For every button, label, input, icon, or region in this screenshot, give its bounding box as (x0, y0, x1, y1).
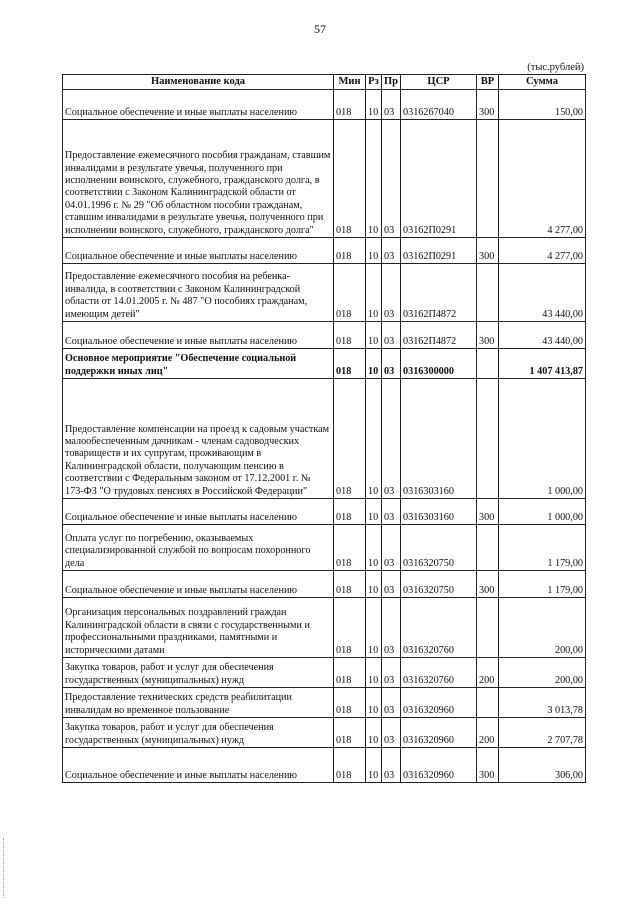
table-row (63, 238, 586, 264)
cell-sum: 200,00 (499, 658, 586, 688)
cell-rz: 10 (366, 264, 382, 322)
cell-min: 018 (334, 90, 366, 120)
cell-vr (477, 120, 499, 238)
cell-pr: 03 (382, 349, 401, 379)
cell-name: Основное мероприятие "Обеспечение социальной поддержки иных лиц" (63, 349, 334, 379)
cell-name: Социальное обеспечение и иные выплаты населению (63, 90, 334, 120)
cell-sum: 150,00 (499, 90, 586, 120)
cell-vr: 300 (477, 90, 499, 120)
table-row (63, 688, 586, 718)
cell-vr: 300 (477, 748, 499, 783)
cell-rz: 10 (366, 499, 382, 525)
table-row (63, 748, 586, 783)
table-row (63, 499, 586, 525)
cell-sum: 1 179,00 (499, 571, 586, 598)
page-number: 57 (314, 22, 326, 36)
cell-pr: 03 (382, 525, 401, 571)
table-row (63, 379, 586, 499)
cell-rz: 10 (366, 571, 382, 598)
cell-name: Социальное обеспечение и иные выплаты населению (63, 571, 334, 598)
header-vr: ВР (477, 75, 499, 90)
cell-sum: 4 277,00 (499, 238, 586, 264)
cell-rz: 10 (366, 349, 382, 379)
cell-csr: 0316303160 (401, 499, 477, 525)
cell-name: Социальное обеспечение и иные выплаты населению (63, 322, 334, 349)
cell-csr: 0316320960 (401, 688, 477, 718)
cell-rz: 10 (366, 748, 382, 783)
cell-vr: 300 (477, 571, 499, 598)
cell-name: Закупка товаров, работ и услуг для обеспечения государственных (муниципальных) нужд (63, 658, 334, 688)
cell-pr: 03 (382, 688, 401, 718)
cell-min: 018 (334, 525, 366, 571)
cell-csr: 0316320750 (401, 571, 477, 598)
table-body (63, 90, 586, 783)
cell-min: 018 (334, 238, 366, 264)
cell-name: Предоставление ежемесячного пособия гражданам, ставшим инвалидами в результате увечья, полученного при исполнении воинского, служебного, гражданского долга, в соответствии с Законом Калининградской области от 04.01.1996 г. № 29 "Об областном пособии гражданам, ставшим инвалидами в результате увечья, полученного при исполнении воинского, служебного, гражданского долга" (63, 120, 334, 238)
table-row (63, 264, 586, 322)
header-rz: Рз (366, 75, 382, 90)
cell-rz: 10 (366, 238, 382, 264)
cell-name: Социальное обеспечение и иные выплаты населению (63, 499, 334, 525)
cell-pr: 03 (382, 90, 401, 120)
header-name: Наименование кода (63, 75, 334, 90)
cell-rz: 10 (366, 525, 382, 571)
cell-rz: 10 (366, 120, 382, 238)
cell-sum: 43 440,00 (499, 264, 586, 322)
cell-csr: 0316303160 (401, 379, 477, 499)
cell-min: 018 (334, 748, 366, 783)
cell-min: 018 (334, 598, 366, 658)
cell-csr: 03162П4872 (401, 264, 477, 322)
margin-marks (3, 838, 10, 898)
cell-vr (477, 525, 499, 571)
cell-vr (477, 598, 499, 658)
cell-pr: 03 (382, 658, 401, 688)
table-row (63, 349, 586, 379)
cell-min: 018 (334, 120, 366, 238)
cell-sum: 4 277,00 (499, 120, 586, 238)
cell-min: 018 (334, 718, 366, 748)
cell-csr: 0316320760 (401, 658, 477, 688)
cell-rz: 10 (366, 688, 382, 718)
cell-pr: 03 (382, 120, 401, 238)
table-row (63, 120, 586, 238)
cell-name: Закупка товаров, работ и услуг для обеспечения государственных (муниципальных) нужд (63, 718, 334, 748)
cell-name: Предоставление технических средств реабилитации инвалидам во временное пользование (63, 688, 334, 718)
cell-csr: 03162П0291 (401, 238, 477, 264)
cell-sum: 2 707,78 (499, 718, 586, 748)
cell-pr: 03 (382, 264, 401, 322)
cell-csr: 0316320760 (401, 598, 477, 658)
budget-table (62, 74, 586, 783)
cell-min: 018 (334, 658, 366, 688)
header-csr: ЦСР (401, 75, 477, 90)
cell-csr: 0316267040 (401, 90, 477, 120)
header-sum: Сумма (499, 75, 586, 90)
table-row (63, 525, 586, 571)
cell-sum: 1 179,00 (499, 525, 586, 571)
cell-csr: 0316300000 (401, 349, 477, 379)
cell-sum: 306,00 (499, 748, 586, 783)
cell-name: Оплата услуг по погребению, оказываемых специализированной службой по вопросам похоронного дела (63, 525, 334, 571)
cell-rz: 10 (366, 90, 382, 120)
cell-sum: 1 000,00 (499, 499, 586, 525)
cell-sum: 200,00 (499, 598, 586, 658)
table-row (63, 718, 586, 748)
cell-pr: 03 (382, 379, 401, 499)
cell-name: Предоставление компенсации на проезд к садовым участкам малообеспеченным дачникам - членам садоводческих товариществ и их супругам, проживающим в Калининградской области, получающим пенсию в соответствии с Федеральным законом от 17.12.2001 г. № 173-ФЗ "О трудовых пенсиях в Российской Федерации" (63, 379, 334, 499)
cell-csr: 0316320960 (401, 718, 477, 748)
cell-pr: 03 (382, 598, 401, 658)
cell-pr: 03 (382, 748, 401, 783)
cell-csr: 0316320750 (401, 525, 477, 571)
cell-vr: 300 (477, 322, 499, 349)
cell-min: 018 (334, 688, 366, 718)
cell-csr: 0316320960 (401, 748, 477, 783)
cell-name: Организация персональных поздравлений граждан Калининградской области в связи с государственными и профессиональными праздниками, памятными и историческими датами (63, 598, 334, 658)
header-pr: Пр (382, 75, 401, 90)
cell-sum: 3 013,78 (499, 688, 586, 718)
cell-name: Социальное обеспечение и иные выплаты населению (63, 238, 334, 264)
cell-pr: 03 (382, 571, 401, 598)
cell-vr (477, 264, 499, 322)
cell-vr (477, 379, 499, 499)
cell-rz: 10 (366, 658, 382, 688)
cell-csr: 03162П4872 (401, 322, 477, 349)
table-row (63, 322, 586, 349)
table-row (63, 90, 586, 120)
table-row (63, 658, 586, 688)
cell-min: 018 (334, 379, 366, 499)
cell-vr (477, 688, 499, 718)
cell-rz: 10 (366, 322, 382, 349)
cell-name: Предоставление ежемесячного пособия на ребенка-инвалида, в соответствии с Законом Калининградской области от 14.01.2005 г. № 487 "О пособиях гражданам, имеющим детей" (63, 264, 334, 322)
cell-vr: 300 (477, 499, 499, 525)
cell-csr: 03162П0291 (401, 120, 477, 238)
cell-min: 018 (334, 571, 366, 598)
cell-sum: 43 440,00 (499, 322, 586, 349)
cell-name: Социальное обеспечение и иные выплаты населению (63, 748, 334, 783)
cell-vr: 300 (477, 238, 499, 264)
units-label: (тыс.рублей) (527, 62, 584, 73)
cell-min: 018 (334, 264, 366, 322)
cell-pr: 03 (382, 499, 401, 525)
cell-rz: 10 (366, 379, 382, 499)
table-row (63, 598, 586, 658)
cell-vr: 200 (477, 658, 499, 688)
table-header-row (63, 75, 586, 90)
cell-min: 018 (334, 499, 366, 525)
table-row (63, 571, 586, 598)
cell-min: 018 (334, 349, 366, 379)
cell-vr: 200 (477, 718, 499, 748)
cell-sum: 1 407 413,87 (499, 349, 586, 379)
cell-rz: 10 (366, 718, 382, 748)
header-min: Мин (334, 75, 366, 90)
cell-vr (477, 349, 499, 379)
cell-sum: 1 000,00 (499, 379, 586, 499)
cell-rz: 10 (366, 598, 382, 658)
cell-pr: 03 (382, 238, 401, 264)
cell-pr: 03 (382, 322, 401, 349)
cell-min: 018 (334, 322, 366, 349)
cell-pr: 03 (382, 718, 401, 748)
